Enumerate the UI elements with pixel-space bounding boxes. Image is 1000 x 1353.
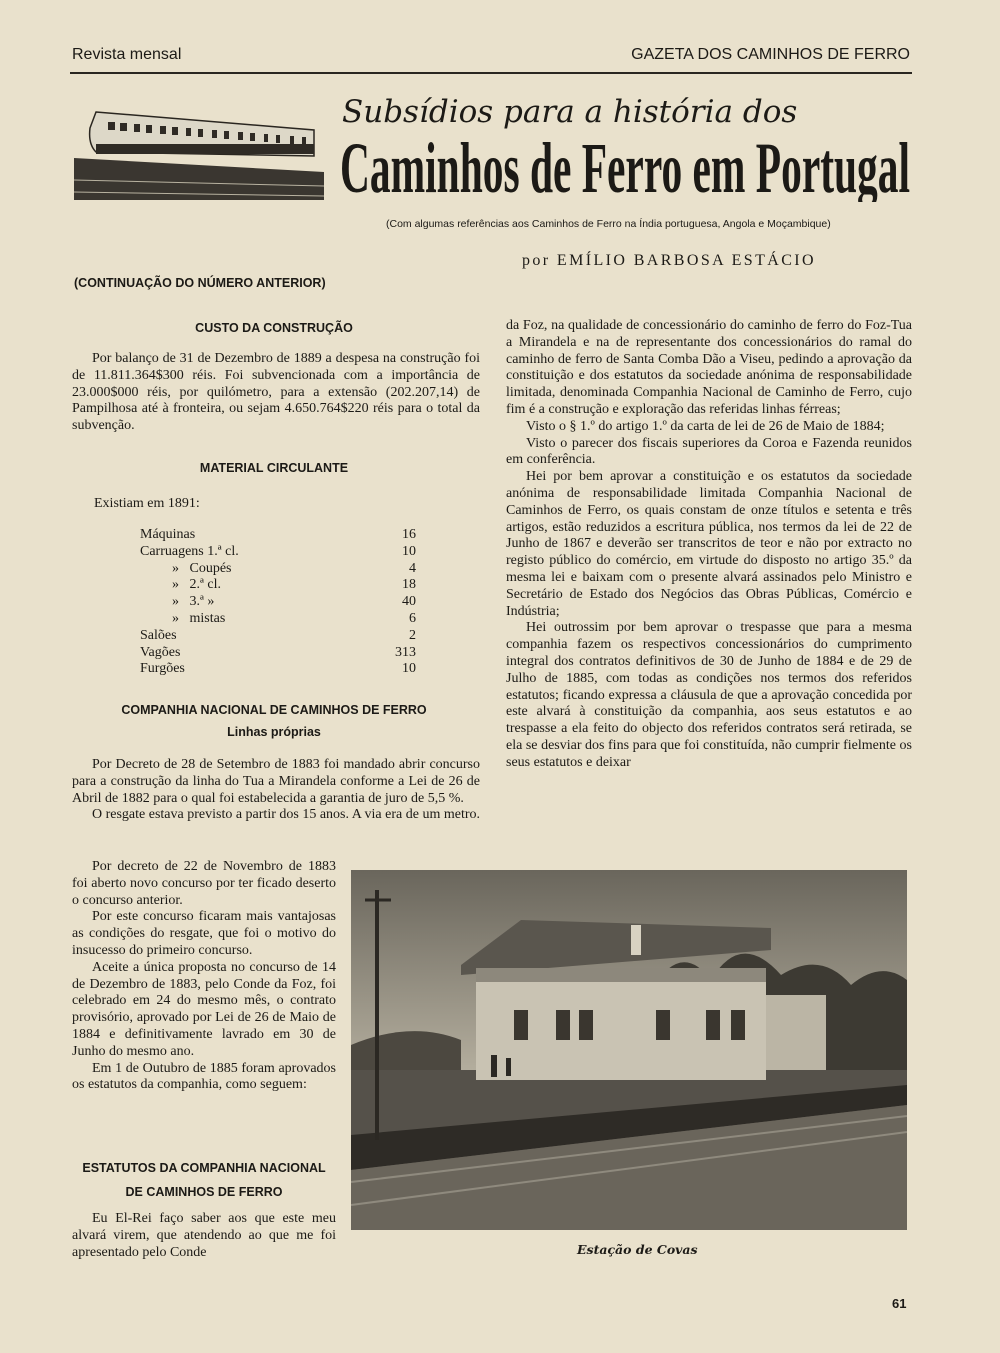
companhia-p3: Por decreto de 22 de Novembro de 1883 foi aberto novo concurso por ter ficado deserto o concurso anterior.	[72, 859, 336, 908]
companhia-p2: O resgate estava previsto a partir dos 15 anos. A via era de um metro.	[92, 807, 480, 823]
material-value: 16	[402, 527, 416, 542]
material-intro: Existiam em 1891:	[94, 496, 200, 511]
estatutos-heading2: DE CAMINHOS DE FERRO	[125, 1185, 283, 1199]
header-left: Revista mensal	[72, 46, 182, 63]
material-value: 10	[402, 543, 416, 559]
material-label: » 2.ª cl.	[172, 577, 221, 593]
companhia-p5: Aceite a única proposta no concurso de 14 de Dezembro de 1883, pelo Conde da Foz, foi celebrado em 24 do mesmo mês, o contrato provisório, aprovado por Lei de 26 de Maio de 1884 e definitivamente lavrado em 30 de Junho do mesmo ano.	[72, 959, 336, 1059]
material-row	[140, 544, 416, 561]
material-label: » Coupés	[172, 560, 232, 576]
material-label: » 3.ª »	[172, 594, 215, 610]
companhia-subheading: Linhas próprias	[227, 725, 321, 739]
right-column	[506, 318, 912, 772]
material-label: » mistas	[172, 610, 226, 626]
estatutos-p1: Eu El-Rei faço saber aos que este meu alvará virem, que atendendo ao que me foi apresentado pelo Conde	[72, 1211, 336, 1260]
header-right: GAZETA DOS CAMINHOS DE FERRO	[631, 46, 910, 63]
material-label: Vagões	[140, 644, 181, 660]
right-p3: Visto o parecer dos fiscais superiores da Coroa e Fazenda reunidos em conferência.	[506, 435, 912, 468]
title-line2-text: Caminhos de Ferro em Portugal	[340, 130, 910, 202]
train-illustration	[74, 100, 324, 200]
material-row	[140, 661, 416, 678]
material-label: Salões	[140, 627, 177, 643]
companhia-heading: COMPANHIA NACIONAL DE CAMINHOS DE FERRO	[121, 703, 427, 717]
material-heading: MATERIAL CIRCULANTE	[199, 461, 349, 475]
title-line2-svg	[340, 130, 912, 202]
right-p2: Visto o § 1.º do artigo 1.º da carta de lei de 26 de Maio de 1884;	[526, 418, 885, 434]
estatutos-heading1: ESTATUTOS DA COMPANHIA NACIONAL	[82, 1161, 326, 1175]
estatutos-text	[72, 1211, 336, 1261]
station-photo	[351, 870, 907, 1230]
material-row	[140, 561, 416, 578]
material-value: 6	[409, 610, 416, 626]
material-row	[140, 577, 416, 594]
header-rule	[70, 72, 912, 74]
companhia-p1: Por Decreto de 28 de Setembro de 1883 foi mandado abrir concurso para a construção da linha do Tua a Mirandela conforme a Lei de 26 de Abril de 1882 para o qual foi estabelecida a garantia de juro de 5,5 %.	[72, 757, 480, 806]
custo-heading: CUSTO DA CONSTRUÇÃO	[195, 321, 353, 335]
continuation-note: (CONTINUAÇÃO DO NÚMERO ANTERIOR)	[74, 276, 326, 290]
material-label: Carruagens 1.ª cl.	[140, 543, 239, 559]
material-value: 4	[409, 560, 416, 576]
material-row	[140, 594, 416, 611]
material-row	[140, 611, 416, 628]
right-p5: Hei outrossim por bem aprovar o trespasse que para a mesma companhia fazem os respectivos concessionários do cumprimento integral dos contratos definitivos de 30 de Junho de 1884 e de 29 de Julho de 1885, com todas as condições nos termos dos referidos estatutos; ficando expressa a cláusula de que a aprovação concedida por este alvará à constituição da companhia, aos seus estatutos e ao trespasse a ela feito do objecto dos referidos contratos será retirada, se ela se desviar dos fins para que foi constituída, não cumprir fielmente os seus estatutos e deixar	[506, 620, 912, 770]
title-line2	[340, 130, 912, 202]
material-row	[140, 527, 416, 544]
subtitle: (Com algumas referências aos Caminhos de Ferro na Índia portuguesa, Angola e Moçambique)	[386, 218, 831, 230]
material-value: 18	[402, 577, 416, 593]
material-label: Máquinas	[140, 527, 196, 542]
material-row	[140, 628, 416, 645]
photo-caption: Estação de Covas	[577, 1242, 698, 1257]
material-table	[140, 527, 416, 678]
custo-text: Por balanço de 31 de Dezembro de 1889 a despesa na construção foi de 11.811.364$300 réis. Foi subvencionada com a importância de 23.000$000 réis, por quilómetro, para a extensão (202.207,14) de Pampilhosa até à fronteira, ou sejam 4.650.764$220 réis para o total da subvenção.	[72, 351, 480, 434]
companhia-narrow	[72, 859, 336, 1094]
companhia-top	[72, 757, 480, 824]
companhia-p6: Em 1 de Outubro de 1885 foram aprovados os estatutos da companhia, como seguem:	[72, 1060, 336, 1093]
material-label: Furgões	[140, 661, 185, 677]
author: por EMÍLIO BARBOSA ESTÁCIO	[522, 252, 816, 269]
right-p4: Hei por bem aprovar a constituição e os estatutos da sociedade anónima de responsabilidade limitada Companhia Nacional de Caminhos de Ferro, os quais constam de onze títulos e setenta e três artigos, estão reduzidos a escritura pública, nos termos da lei de 22 de Junho de 1867 e deverão ser transcritos de teor e não por extracto no registo público do comércio, em virtude do disposto no artigo 35.º da mesma lei e baixam com o presente alvará assinados pelo Ministro e Secretário de Estado dos Negócios das Obras Públicas, Comércio e Indústria;	[506, 469, 912, 619]
page-number: 61	[892, 1296, 907, 1311]
material-value: 10	[402, 661, 416, 677]
companhia-p4: Por este concurso ficaram mais vantajosas as condições do resgate, que foi o motivo do insucesso do primeiro concurso.	[72, 909, 336, 958]
custo-section	[72, 351, 480, 435]
material-value: 2	[409, 627, 416, 643]
title-line1: Subsídios para a história dos	[342, 94, 798, 130]
right-p1: da Foz, na qualidade de concessionário do caminho de ferro do Foz-Tua a Mirandela e na de representante dos concessionários do ramal do caminho de ferro de Santa Comba Dão a Viseu, pedindo a aprovação da constituição e dos estatutos da sociedade anónima de responsabilidade limitada, denominada Companhia Nacional de Caminho de Ferro, cujo fim é a construção e exploração das referidas linhas férreas;	[506, 318, 912, 417]
material-row	[140, 645, 416, 662]
material-value: 40	[402, 594, 416, 610]
material-value: 313	[395, 644, 416, 660]
